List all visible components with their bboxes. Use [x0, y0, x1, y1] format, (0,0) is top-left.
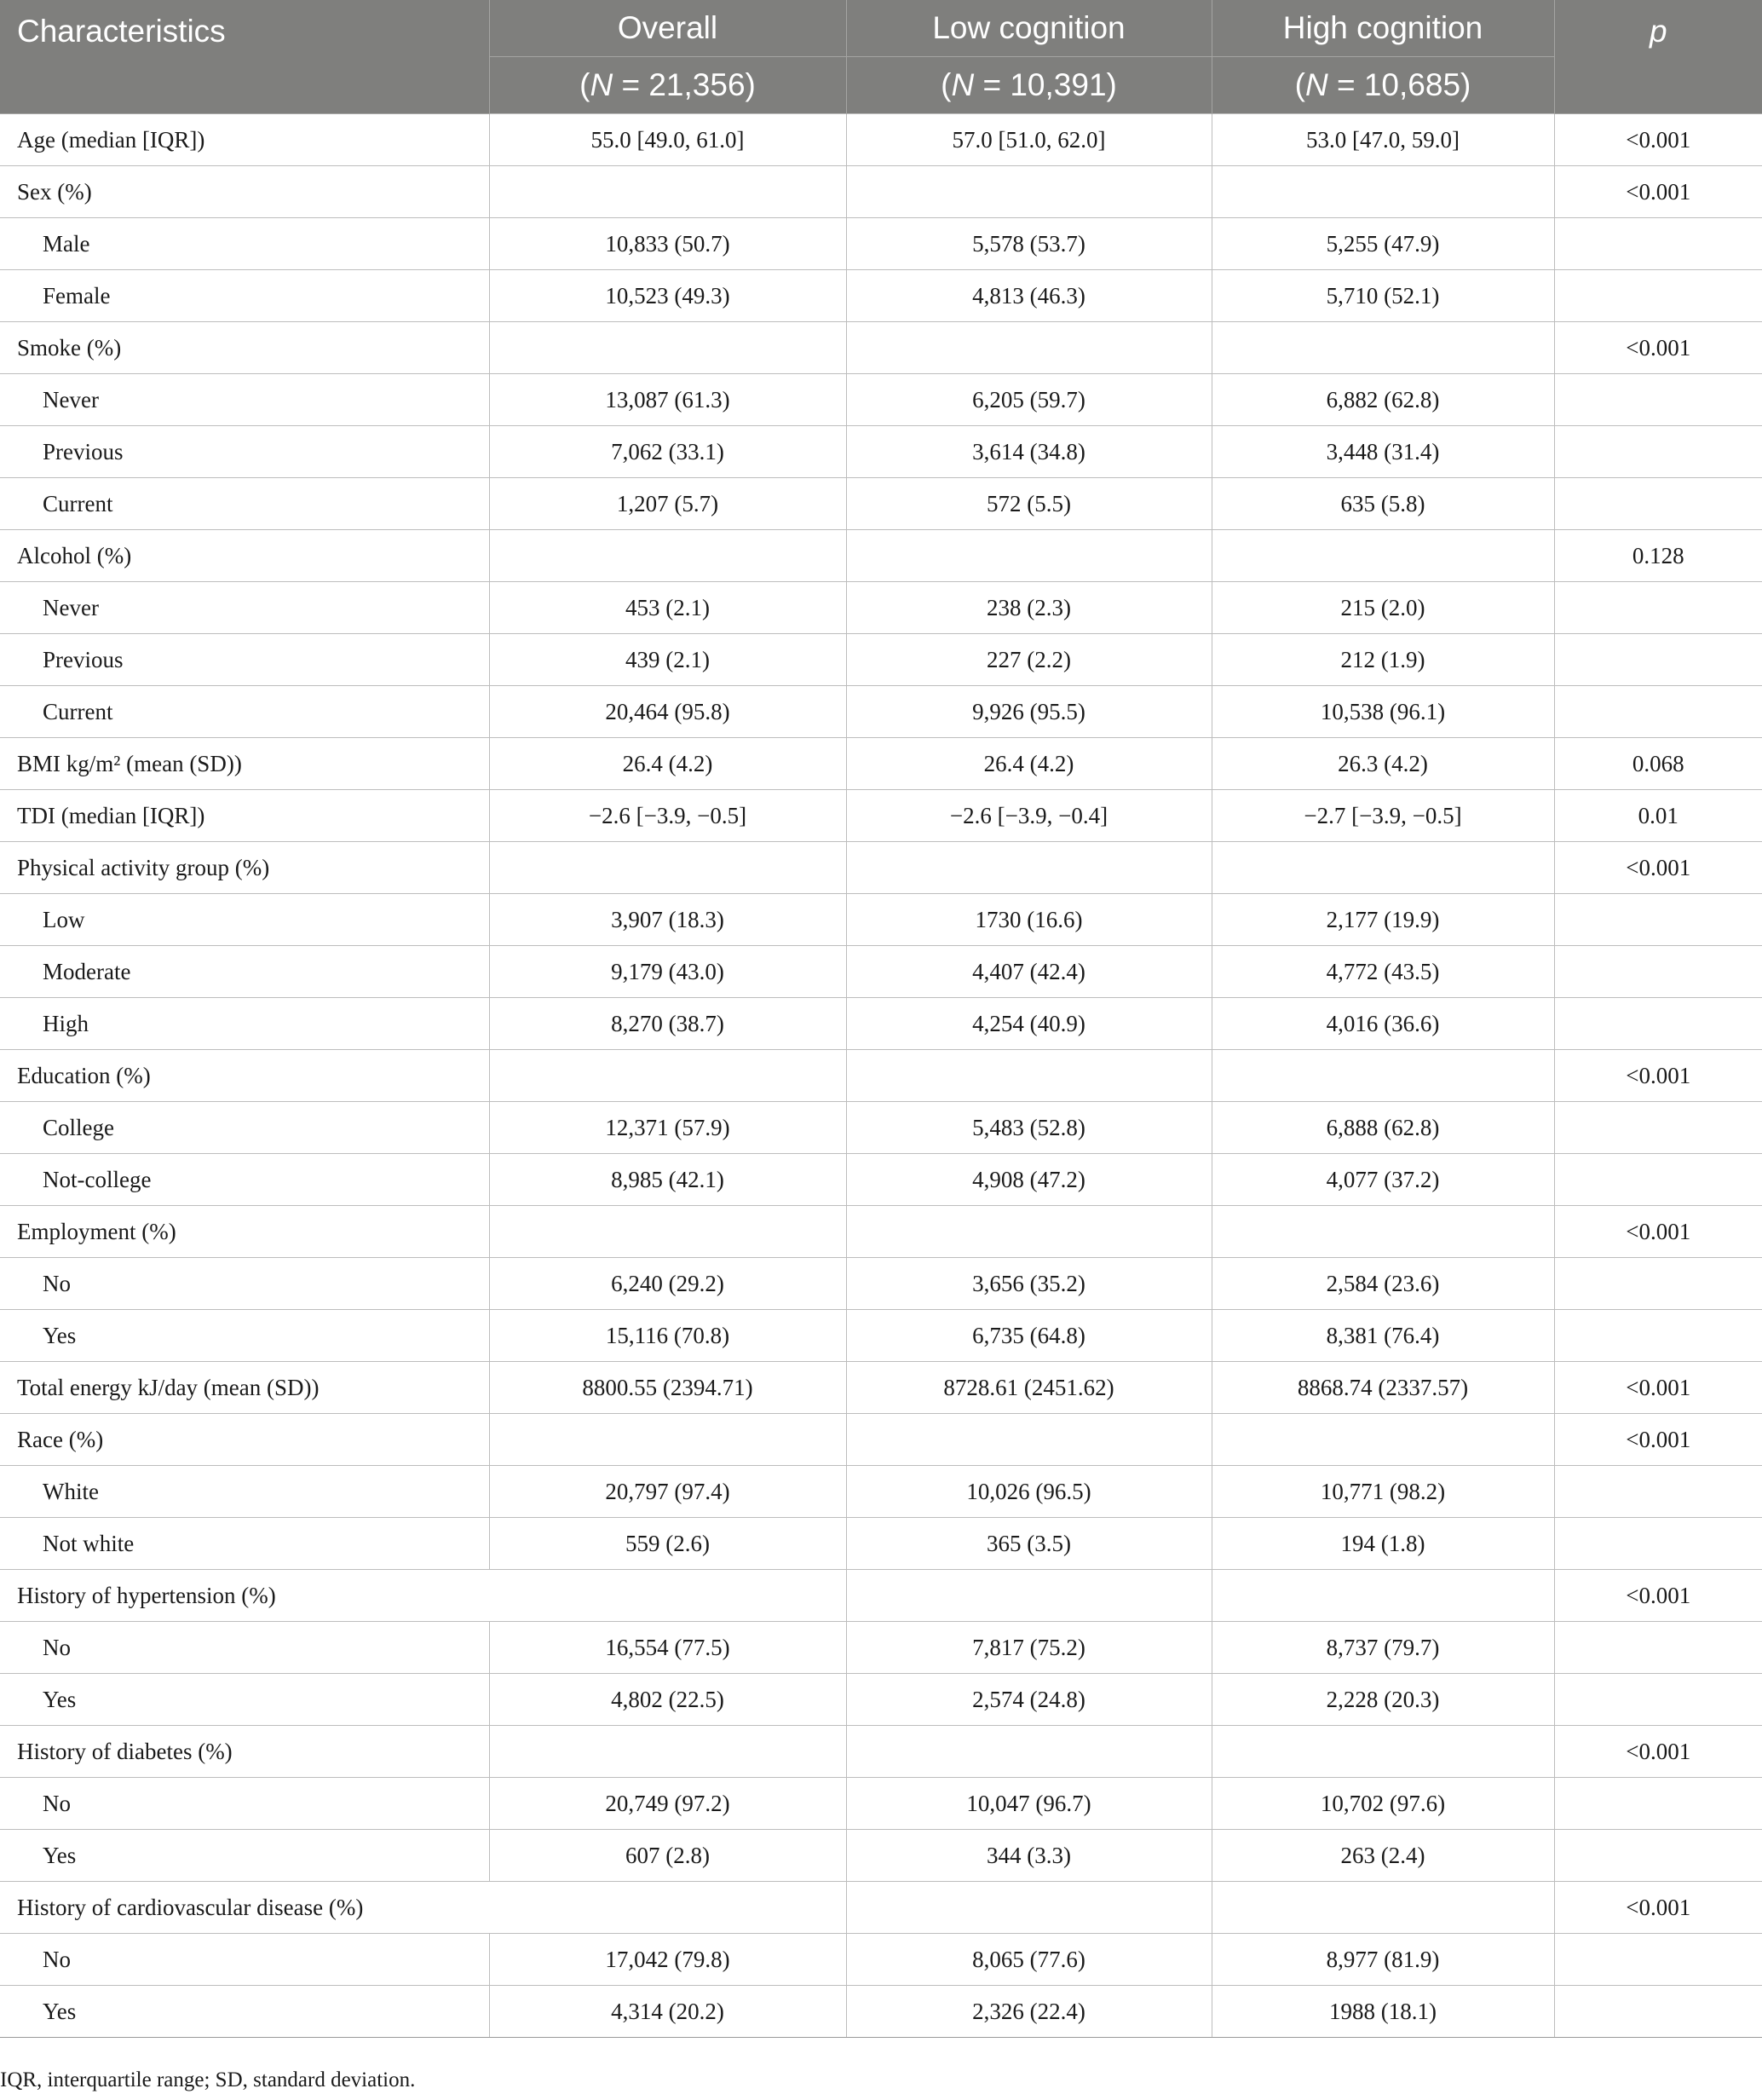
cell-p: [1554, 426, 1762, 478]
cell-low: [846, 842, 1212, 894]
cell-overall: 10,833 (50.7): [489, 218, 846, 270]
table-row: [0, 582, 1762, 634]
cell-overall: 8800.55 (2394.71): [489, 1362, 846, 1414]
table-row: [0, 1050, 1762, 1102]
cell-p: <0.001: [1554, 1050, 1762, 1102]
cell-p: <0.001: [1554, 1726, 1762, 1778]
table-row: [0, 686, 1762, 738]
row-label: Yes: [0, 1674, 489, 1726]
cell-p: [1554, 1934, 1762, 1986]
header-n-high: (N = 10,685): [1212, 57, 1554, 114]
cell-p: [1554, 894, 1762, 946]
cell-p: [1554, 634, 1762, 686]
cell-low: 57.0 [51.0, 62.0]: [846, 114, 1212, 166]
row-label: No: [0, 1934, 489, 1986]
cell-p: <0.001: [1554, 1362, 1762, 1414]
cell-overall: 9,179 (43.0): [489, 946, 846, 998]
cell-high: 10,771 (98.2): [1212, 1466, 1554, 1518]
cell-low: 4,908 (47.2): [846, 1154, 1212, 1206]
cell-overall: 8,270 (38.7): [489, 998, 846, 1050]
cell-low: [846, 1882, 1212, 1934]
cell-overall: [489, 530, 846, 582]
cell-high: 8,737 (79.7): [1212, 1622, 1554, 1674]
cell-low: 3,614 (34.8): [846, 426, 1212, 478]
cell-overall: −2.6 [−3.9, −0.5]: [489, 790, 846, 842]
row-label: Physical activity group (%): [0, 842, 489, 894]
cell-high: 8868.74 (2337.57): [1212, 1362, 1554, 1414]
header-high-cognition: High cognition: [1212, 0, 1554, 57]
cell-overall: 607 (2.8): [489, 1830, 846, 1882]
cell-p: [1554, 946, 1762, 998]
cell-p: [1554, 1102, 1762, 1154]
row-label: No: [0, 1778, 489, 1830]
cell-overall: 439 (2.1): [489, 634, 846, 686]
cell-p: [1554, 1986, 1762, 2038]
cell-high: 4,016 (36.6): [1212, 998, 1554, 1050]
row-label: Moderate: [0, 946, 489, 998]
cell-high: 4,772 (43.5): [1212, 946, 1554, 998]
cell-p: <0.001: [1554, 166, 1762, 218]
table-row: [0, 1518, 1762, 1570]
row-label: Yes: [0, 1986, 489, 2038]
cell-low: [846, 1726, 1212, 1778]
cell-low: [846, 1414, 1212, 1466]
cell-high: 635 (5.8): [1212, 478, 1554, 530]
cell-high: 263 (2.4): [1212, 1830, 1554, 1882]
table-row: [0, 1882, 1762, 1934]
cell-high: 5,710 (52.1): [1212, 270, 1554, 322]
cell-high: 2,584 (23.6): [1212, 1258, 1554, 1310]
cell-overall: 26.4 (4.2): [489, 738, 846, 790]
cell-p: <0.001: [1554, 322, 1762, 374]
cell-p: [1554, 1830, 1762, 1882]
cell-low: −2.6 [−3.9, −0.4]: [846, 790, 1212, 842]
cell-p: [1554, 374, 1762, 426]
table-row: [0, 478, 1762, 530]
cell-low: 6,735 (64.8): [846, 1310, 1212, 1362]
table-row: [0, 1154, 1762, 1206]
cell-overall: 8,985 (42.1): [489, 1154, 846, 1206]
row-label: White: [0, 1466, 489, 1518]
cell-low: 5,483 (52.8): [846, 1102, 1212, 1154]
table-row: [0, 1986, 1762, 2038]
cell-overall: [489, 1414, 846, 1466]
row-label: Yes: [0, 1830, 489, 1882]
cell-low: 238 (2.3): [846, 582, 1212, 634]
row-label: Age (median [IQR]): [0, 114, 489, 166]
cell-p: [1554, 218, 1762, 270]
cell-p: 0.068: [1554, 738, 1762, 790]
cell-p: [1554, 1310, 1762, 1362]
table-row: [0, 1466, 1762, 1518]
cell-low: 4,813 (46.3): [846, 270, 1212, 322]
cell-p: [1554, 1466, 1762, 1518]
cell-low: [846, 1570, 1212, 1622]
cell-overall: 4,314 (20.2): [489, 1986, 846, 2038]
cell-high: 3,448 (31.4): [1212, 426, 1554, 478]
cell-low: [846, 1050, 1212, 1102]
table-row: [0, 1362, 1762, 1414]
cell-low: [846, 166, 1212, 218]
row-label: History of hypertension (%): [0, 1570, 846, 1622]
cell-low: 4,407 (42.4): [846, 946, 1212, 998]
cell-overall: 55.0 [49.0, 61.0]: [489, 114, 846, 166]
cell-low: 10,026 (96.5): [846, 1466, 1212, 1518]
row-label: High: [0, 998, 489, 1050]
cell-p: <0.001: [1554, 842, 1762, 894]
table-row: [0, 1830, 1762, 1882]
cell-low: 6,205 (59.7): [846, 374, 1212, 426]
cell-low: 10,047 (96.7): [846, 1778, 1212, 1830]
cell-overall: 6,240 (29.2): [489, 1258, 846, 1310]
table-row: [0, 1414, 1762, 1466]
cell-overall: [489, 842, 846, 894]
table-row: [0, 1206, 1762, 1258]
row-label: History of cardiovascular disease (%): [0, 1882, 846, 1934]
row-label: College: [0, 1102, 489, 1154]
cell-overall: 1,207 (5.7): [489, 478, 846, 530]
row-label: Never: [0, 582, 489, 634]
cell-high: [1212, 322, 1554, 374]
row-label: Not-college: [0, 1154, 489, 1206]
cell-overall: [489, 1726, 846, 1778]
cell-p: [1554, 270, 1762, 322]
cell-overall: [489, 1206, 846, 1258]
cell-high: 215 (2.0): [1212, 582, 1554, 634]
row-label: Education (%): [0, 1050, 489, 1102]
cell-p: <0.001: [1554, 114, 1762, 166]
cell-low: 572 (5.5): [846, 478, 1212, 530]
cell-low: [846, 530, 1212, 582]
row-label: Not white: [0, 1518, 489, 1570]
table-row: [0, 1934, 1762, 1986]
table-row: [0, 1778, 1762, 1830]
cell-overall: [489, 322, 846, 374]
cell-p: [1554, 1154, 1762, 1206]
cell-high: 6,882 (62.8): [1212, 374, 1554, 426]
row-label: Sex (%): [0, 166, 489, 218]
header-n-overall: (N = 21,356): [489, 57, 846, 114]
cell-low: [846, 322, 1212, 374]
cell-high: 26.3 (4.2): [1212, 738, 1554, 790]
cell-p: [1554, 478, 1762, 530]
table-row: [0, 1622, 1762, 1674]
cell-overall: 13,087 (61.3): [489, 374, 846, 426]
cell-high: 10,702 (97.6): [1212, 1778, 1554, 1830]
row-label: Previous: [0, 426, 489, 478]
cell-overall: 12,371 (57.9): [489, 1102, 846, 1154]
cell-overall: 20,464 (95.8): [489, 686, 846, 738]
table-row: [0, 218, 1762, 270]
cell-overall: 3,907 (18.3): [489, 894, 846, 946]
header-overall: Overall: [489, 0, 846, 57]
cell-high: [1212, 842, 1554, 894]
cell-overall: 4,802 (22.5): [489, 1674, 846, 1726]
cell-high: −2.7 [−3.9, −0.5]: [1212, 790, 1554, 842]
header-n-low: (N = 10,391): [846, 57, 1212, 114]
cell-p: [1554, 1622, 1762, 1674]
table-row: [0, 166, 1762, 218]
table-row: [0, 426, 1762, 478]
row-label: Total energy kJ/day (mean (SD)): [0, 1362, 489, 1414]
cell-low: 8728.61 (2451.62): [846, 1362, 1212, 1414]
table-row: [0, 1310, 1762, 1362]
cell-p: 0.01: [1554, 790, 1762, 842]
cell-p: <0.001: [1554, 1206, 1762, 1258]
row-label: Current: [0, 478, 489, 530]
header-low-cognition: Low cognition: [846, 0, 1212, 57]
cell-high: 212 (1.9): [1212, 634, 1554, 686]
table-row: [0, 842, 1762, 894]
cell-low: 7,817 (75.2): [846, 1622, 1212, 1674]
cell-p: [1554, 582, 1762, 634]
cell-high: [1212, 166, 1554, 218]
cell-high: [1212, 1570, 1554, 1622]
cell-low: [846, 1206, 1212, 1258]
cell-p: <0.001: [1554, 1570, 1762, 1622]
row-label: Race (%): [0, 1414, 489, 1466]
header-characteristics: Characteristics: [0, 0, 489, 114]
row-label: BMI kg/m² (mean (SD)): [0, 738, 489, 790]
cell-high: [1212, 1050, 1554, 1102]
cell-overall: 7,062 (33.1): [489, 426, 846, 478]
row-label: Employment (%): [0, 1206, 489, 1258]
cell-high: 194 (1.8): [1212, 1518, 1554, 1570]
table-row: [0, 322, 1762, 374]
cell-p: [1554, 1258, 1762, 1310]
table-row: [0, 738, 1762, 790]
cell-high: 2,228 (20.3): [1212, 1674, 1554, 1726]
table-row: [0, 634, 1762, 686]
row-label: Yes: [0, 1310, 489, 1362]
cell-low: 9,926 (95.5): [846, 686, 1212, 738]
cell-high: [1212, 1726, 1554, 1778]
row-label: Smoke (%): [0, 322, 489, 374]
table-row: [0, 998, 1762, 1050]
cell-low: 227 (2.2): [846, 634, 1212, 686]
table-row: [0, 114, 1762, 166]
table-row: [0, 894, 1762, 946]
table-row: [0, 270, 1762, 322]
cell-overall: 15,116 (70.8): [489, 1310, 846, 1362]
table-row: [0, 530, 1762, 582]
cell-p: [1554, 1518, 1762, 1570]
cell-high: 5,255 (47.9): [1212, 218, 1554, 270]
table-row: [0, 1726, 1762, 1778]
cell-low: 2,574 (24.8): [846, 1674, 1212, 1726]
table-row: [0, 946, 1762, 998]
table-row: [0, 374, 1762, 426]
table-row: [0, 790, 1762, 842]
table-footnote: IQR, interquartile range; SD, standard deviation.: [0, 2068, 416, 2091]
table-row: [0, 1674, 1762, 1726]
cell-p: [1554, 686, 1762, 738]
row-label: Low: [0, 894, 489, 946]
cell-low: 8,065 (77.6): [846, 1934, 1212, 1986]
cell-low: 344 (3.3): [846, 1830, 1212, 1882]
cell-p: [1554, 1674, 1762, 1726]
cell-overall: 453 (2.1): [489, 582, 846, 634]
row-label: History of diabetes (%): [0, 1726, 489, 1778]
cell-low: 4,254 (40.9): [846, 998, 1212, 1050]
cell-low: 2,326 (22.4): [846, 1986, 1212, 2038]
cell-overall: 16,554 (77.5): [489, 1622, 846, 1674]
cell-p: <0.001: [1554, 1414, 1762, 1466]
cell-overall: 20,749 (97.2): [489, 1778, 846, 1830]
table-header: [0, 0, 1762, 114]
cell-overall: 20,797 (97.4): [489, 1466, 846, 1518]
row-label: Alcohol (%): [0, 530, 489, 582]
cell-high: 6,888 (62.8): [1212, 1102, 1554, 1154]
cell-high: 8,381 (76.4): [1212, 1310, 1554, 1362]
cell-overall: [489, 166, 846, 218]
table-row: [0, 1570, 1762, 1622]
cell-overall: 17,042 (79.8): [489, 1934, 846, 1986]
cell-low: 1730 (16.6): [846, 894, 1212, 946]
cell-low: 26.4 (4.2): [846, 738, 1212, 790]
header-row-titles: [0, 0, 1762, 57]
cell-low: 5,578 (53.7): [846, 218, 1212, 270]
cell-high: 8,977 (81.9): [1212, 1934, 1554, 1986]
row-label: No: [0, 1622, 489, 1674]
cell-high: 53.0 [47.0, 59.0]: [1212, 114, 1554, 166]
cell-low: 3,656 (35.2): [846, 1258, 1212, 1310]
cell-p: [1554, 1778, 1762, 1830]
row-label: No: [0, 1258, 489, 1310]
cell-high: [1212, 1206, 1554, 1258]
row-label: Current: [0, 686, 489, 738]
table-row: [0, 1258, 1762, 1310]
cell-high: [1212, 530, 1554, 582]
cell-overall: 559 (2.6): [489, 1518, 846, 1570]
cell-high: 10,538 (96.1): [1212, 686, 1554, 738]
cell-high: [1212, 1882, 1554, 1934]
cell-high: 1988 (18.1): [1212, 1986, 1554, 2038]
cell-p: <0.001: [1554, 1882, 1762, 1934]
row-label: TDI (median [IQR]): [0, 790, 489, 842]
cell-high: 2,177 (19.9): [1212, 894, 1554, 946]
table-body: [0, 114, 1762, 2038]
cell-high: 4,077 (37.2): [1212, 1154, 1554, 1206]
header-p-value: p: [1554, 0, 1762, 114]
row-label: Female: [0, 270, 489, 322]
cell-p: 0.128: [1554, 530, 1762, 582]
cell-low: 365 (3.5): [846, 1518, 1212, 1570]
cell-overall: 10,523 (49.3): [489, 270, 846, 322]
row-label: Male: [0, 218, 489, 270]
row-label: Previous: [0, 634, 489, 686]
cell-high: [1212, 1414, 1554, 1466]
cell-p: [1554, 998, 1762, 1050]
table-row: [0, 1102, 1762, 1154]
cell-overall: [489, 1050, 846, 1102]
row-label: Never: [0, 374, 489, 426]
